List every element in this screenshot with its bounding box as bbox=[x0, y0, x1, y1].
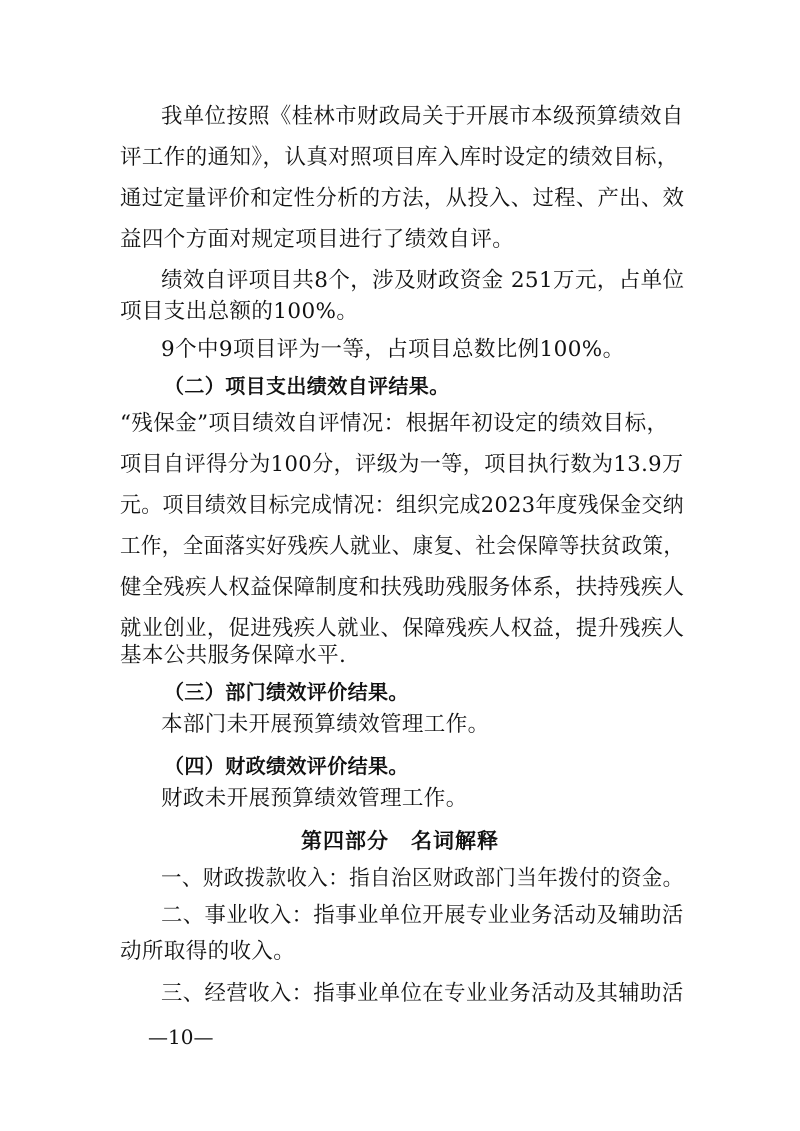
paragraph-line: 评工作的通知》，认真对照项目库入库时设定的绩效目标， bbox=[120, 145, 679, 170]
paragraph-line: 9个中9项目评为一等，占项目总数比例100%。 bbox=[161, 337, 625, 362]
part-title: 第四部分 名词解释 bbox=[301, 829, 499, 853]
paragraph-line: 就业创业，促进残疾人就业、保障残疾人权益，提升残疾人 bbox=[120, 616, 685, 641]
page-number: —10— bbox=[148, 1025, 214, 1049]
paragraph-line: 绩效自评项目共8个，涉及财政资金 251万元，占单位 bbox=[161, 268, 685, 293]
paragraph-line: 项目自评得分为100分，评级为一等，项目执行数为13.9万 bbox=[120, 452, 684, 477]
paragraph-line: 元。项目绩效目标完成情况：组织完成2023年度残保金交纳 bbox=[120, 493, 684, 518]
paragraph-line: 健全残疾人权益保障制度和扶残助残服务体系，扶持残疾人 bbox=[120, 575, 685, 600]
section-heading: （二）项目支出绩效自评结果。 bbox=[164, 374, 450, 398]
paragraph-line: 二、事业收入：指事业单位开展专业业务活动及辅助活 bbox=[161, 903, 684, 928]
paragraph-line: 本部门未开展预算绩效管理工作。 bbox=[161, 712, 490, 737]
paragraph-line: 财政未开展预算绩效管理工作。 bbox=[161, 786, 468, 811]
paragraph-line: 动所取得的收入。 bbox=[120, 939, 296, 964]
paragraph-line: “残保金”项目绩效自评情况：根据年初设定的绩效目标， bbox=[120, 411, 669, 436]
paragraph-line: 基本公共服务保障水平. bbox=[120, 643, 347, 668]
paragraph-line: 我单位按照《桂林市财政局关于开展市本级预算绩效自 bbox=[161, 104, 684, 129]
paragraph-line: 一、财政拨款收入：指自治区财政部门当年拨付的资金。 bbox=[161, 866, 684, 891]
paragraph-line: 工作，全面落实好残疾人就业、康复、社会保障等扶贫政策， bbox=[120, 534, 685, 559]
paragraph-line: 益四个方面对规定项目进行了绩效自评。 bbox=[120, 227, 515, 252]
paragraph-line: 通过定量评价和定性分析的方法，从投入、过程、产出、效 bbox=[120, 186, 685, 211]
paragraph-line: 三、经营收入：指事业单位在专业业务活动及其辅助活 bbox=[161, 981, 684, 1006]
section-heading: （四）财政绩效评价结果。 bbox=[164, 754, 409, 778]
section-heading: （三）部门绩效评价结果。 bbox=[164, 680, 409, 704]
paragraph-line: 项目支出总额的100%。 bbox=[120, 299, 359, 324]
